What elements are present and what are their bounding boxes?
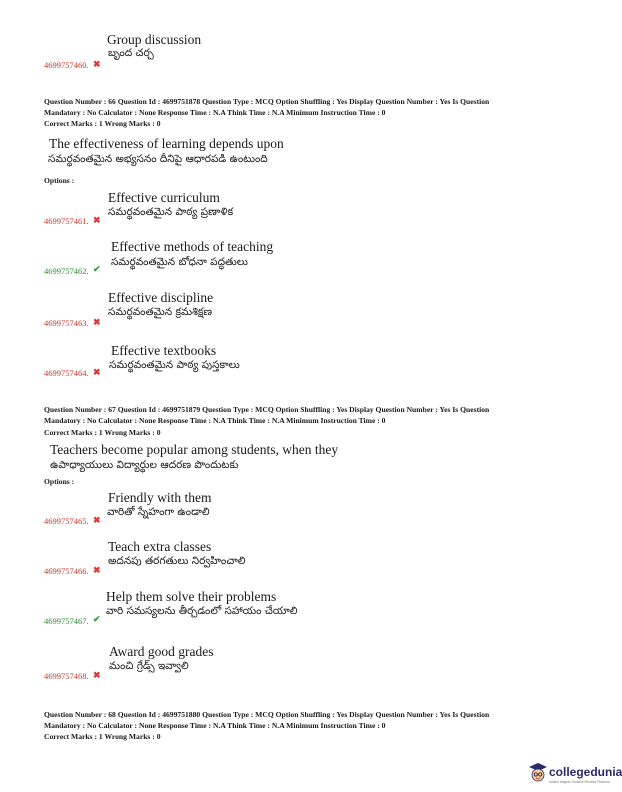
option-text-te: అదనపు తరగతులు నిర్వహించాలి	[108, 555, 246, 567]
question-meta-line2: Mandatory : No Calculator : None Response Time : N.A Think Time : N.A Minimum Instruction Time : 0	[44, 415, 386, 425]
option-text-te: సమర్థవంతమైన క్రమశిక్షణ	[108, 306, 213, 318]
question-text-te: సమర్థవంతమైన అభ్యసనం దీనిపై ఆధారపడి ఉంటుంది	[48, 153, 268, 165]
correct-mark-icon: ✔	[93, 264, 101, 274]
wrong-mark-icon: ✖	[93, 670, 101, 680]
option-text-te: సమర్థవంతమైన పాఠ్య ప్రణాళిక	[108, 206, 234, 218]
question-meta-line1: Question Number : 66 Question Id : 4699751878 Question Type : MCQ Option Shuffling : Yes Display Question Number : Yes Is Question	[44, 97, 490, 106]
wrong-mark-icon: ✖	[93, 59, 101, 69]
question-marks: Correct Marks : 1 Wrong Marks : 0	[44, 119, 161, 128]
option-text-te: సమర్థవంతమైన పాఠ్య పుస్తకాలు	[109, 359, 240, 371]
option-text-te: మంచి గ్రేడ్స్ ఇవ్వాలి	[109, 660, 189, 672]
option-text-en: Group discussion	[107, 32, 202, 47]
option-text-te: బృంద చర్చ	[108, 47, 154, 59]
collegedunia-logo	[524, 760, 622, 788]
option-text-en: Award good grades	[109, 644, 214, 659]
option-id: 4699757462.	[44, 266, 89, 276]
wrong-mark-icon: ✖	[93, 367, 101, 377]
option-id: 4699757468.	[44, 671, 89, 681]
wrong-mark-icon: ✖	[93, 565, 101, 575]
option-id: 4699757467.	[44, 616, 89, 626]
wrong-mark-icon: ✖	[93, 317, 101, 327]
correct-mark-icon: ✔	[93, 614, 101, 624]
option-id: 4699757465.	[44, 516, 89, 526]
graduate-avatar-icon	[528, 762, 548, 784]
option-text-en: Teach extra classes	[108, 539, 212, 554]
option-text-en: Help them solve their problems	[106, 589, 277, 604]
question-meta-line1: Question Number : 67 Question Id : 4699751879 Question Type : MCQ Option Shuffling : Yes Display Question Number : Yes Is Question	[44, 405, 490, 414]
question-meta-line1: Question Number : 68 Question Id : 4699751880 Question Type : MCQ Option Shuffling : Yes Display Question Number : Yes Is Question	[44, 710, 490, 719]
wrong-mark-icon: ✖	[93, 515, 101, 525]
logo-wordmark: collegedunia	[549, 765, 622, 779]
question-marks: Correct Marks : 1 Wrong Marks : 0	[44, 428, 161, 437]
option-text-en: Effective textbooks	[111, 343, 217, 358]
question-text-en: Teachers become popular among students, when they	[50, 442, 339, 457]
option-id: 4699757461.	[44, 216, 89, 226]
options-label: Options :	[44, 176, 75, 185]
question-meta-line2: Mandatory : No Calculator : None Response Time : N.A Think Time : N.A Minimum Instruction Time : 0	[44, 107, 386, 117]
question-meta-line2: Mandatory : No Calculator : None Response Time : N.A Think Time : N.A Minimum Instruction Time : 0	[44, 720, 386, 730]
option-id: 4699757466.	[44, 566, 89, 576]
option-text-en: Effective discipline	[108, 290, 214, 305]
option-text-en: Effective methods of teaching	[111, 239, 274, 254]
option-id: 4699757463.	[44, 318, 89, 328]
option-text-te: సమర్థవంతమైన బోధనా పద్ధతులు	[111, 256, 248, 268]
option-text-en: Effective curriculum	[108, 190, 220, 205]
question-text-en: The effectiveness of learning depends upon	[49, 136, 284, 151]
option-text-te: వారి సమస్యలను తీర్చడంలో సహాయం చేయాలి	[106, 605, 298, 617]
option-text-en: Friendly with them	[108, 490, 212, 505]
option-id: 4699757464.	[44, 368, 89, 378]
wrong-mark-icon: ✖	[93, 215, 101, 225]
logo-tagline: India's largest Student Review Platform	[549, 780, 610, 784]
question-text-te: ఉపాధ్యాయులు విద్యార్థుల ఆదరణ పొందుటకు	[50, 459, 239, 471]
option-id: 4699757460.	[44, 60, 89, 70]
options-label: Options :	[44, 477, 75, 486]
question-marks: Correct Marks : 1 Wrong Marks : 0	[44, 732, 161, 741]
option-text-te: వారితో స్నేహంగా ఉండాలి	[107, 506, 210, 518]
